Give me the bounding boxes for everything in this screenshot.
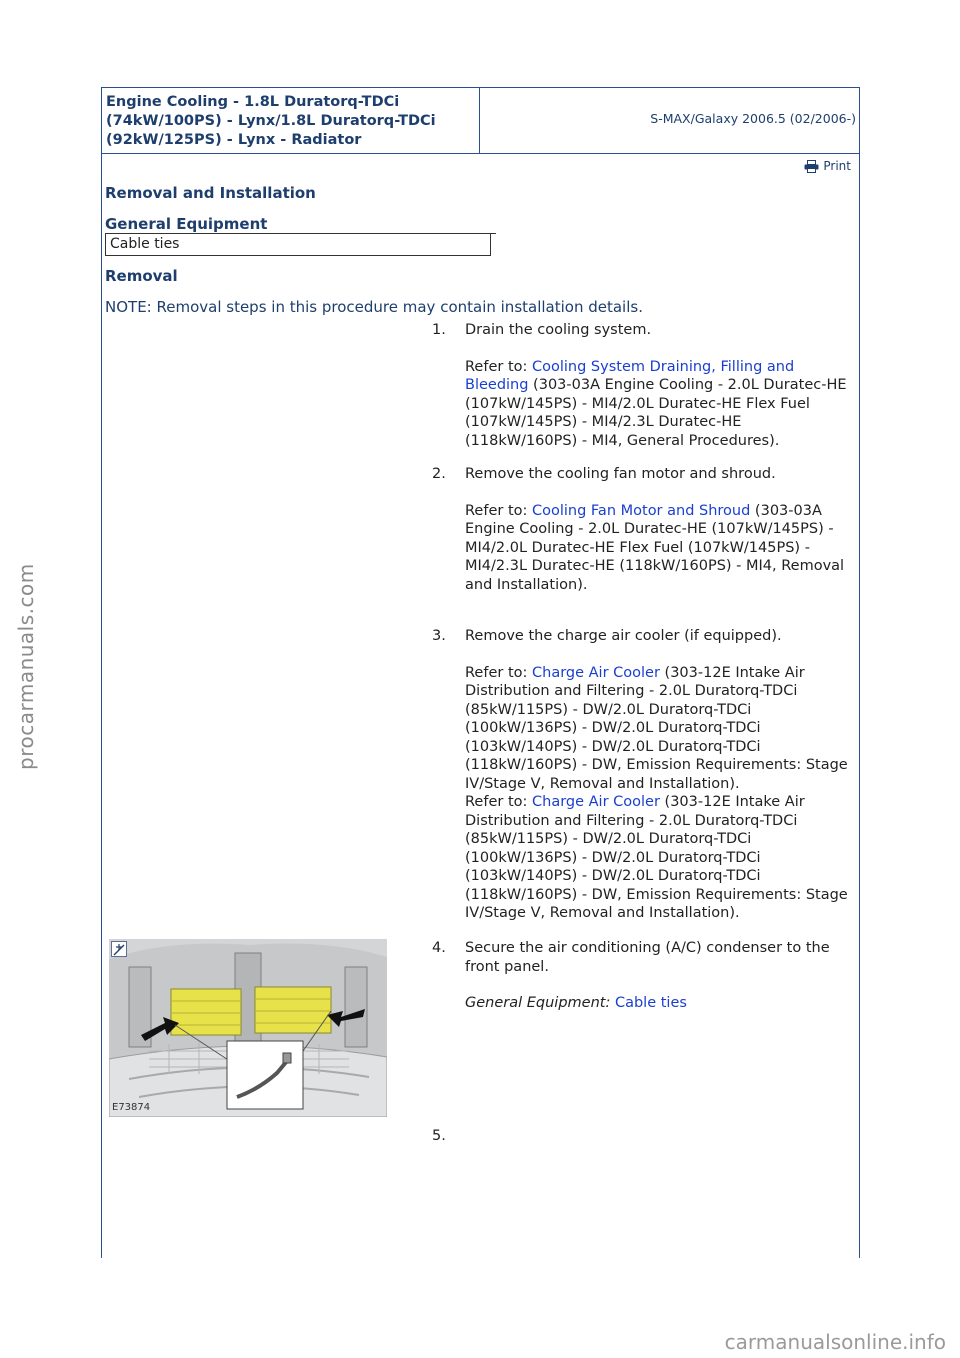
step-reference: Refer to: Cooling Fan Motor and Shroud (303-03A Engine Cooling - 2.0L Duratec-HE (107kW/145PS) - MI4/2.0L Duratec-HE Flex Fuel (107kW/145PS) - MI4/2.3L Duratec-HE (118kW/160PS) - MI4, Removal and Installation). <box>465 502 845 593</box>
page-title: Engine Cooling - 1.8L Duratorq-TDCi (74kW/100PS) - Lynx/1.8L Duratorq-TDCi (92kW/125PS) - Lynx - Radiator <box>106 94 436 148</box>
print-label: Print <box>823 159 851 173</box>
step-number: 3. <box>432 628 446 644</box>
step-text: Drain the cooling system. <box>465 322 652 338</box>
manual-page <box>101 87 860 1258</box>
watermark-carmanualsonline: carmanualsonline.info <box>724 1330 946 1354</box>
figure-code: E73874 <box>112 1102 151 1113</box>
procedure-note: NOTE: Removal steps in this procedure may contain installation details. <box>105 298 643 316</box>
print-button[interactable] <box>804 159 851 173</box>
step-number: 1. <box>432 322 446 338</box>
step-text: Remove the cooling fan motor and shroud. <box>465 466 776 482</box>
reference-link[interactable]: Cooling System Draining, Filling and Bleeding <box>465 358 795 393</box>
equipment-link[interactable]: Cable ties <box>614 995 687 1011</box>
reference-link[interactable]: Charge Air Cooler <box>532 664 660 681</box>
step-number: 4. <box>432 940 446 956</box>
condenser-drawing <box>109 939 387 1117</box>
header-divider <box>479 88 480 154</box>
watermark-procarmanuals: procarmanuals.com <box>14 563 38 770</box>
step-reference: Refer to: Charge Air Cooler (303-12E Intake Air Distribution and Filtering - 2.0L Duratorq-TDCi (85kW/115PS) - DW/2.0L Duratorq-TDCi (100kW/136PS) - DW/2.0L Duratorq-TDCi (103kW/140PS) - DW/2.0L Duratorq-TDCi (118kW/160PS) - DW, Emission Requirements: Stage IV/Stage V, Removal and Installation). <box>465 794 848 921</box>
vehicle-model: S-MAX/Galaxy 2006.5 (02/2006-) <box>650 111 856 126</box>
step-number: 5. <box>432 1128 446 1144</box>
step-text: Remove the charge air cooler (if equipped). <box>465 628 782 644</box>
zoom-icon[interactable] <box>111 941 127 957</box>
section-general-equipment: General Equipment <box>105 215 268 233</box>
section-removal-installation: Removal and Installation <box>105 184 316 202</box>
step-number: 2. <box>432 466 446 482</box>
reference-link[interactable]: Charge Air Cooler <box>532 794 660 810</box>
condenser-illustration <box>109 939 387 1117</box>
step-reference: Refer to: Cooling System Draining, Filling and Bleeding (303-03A Engine Cooling - 2.0L Duratec-HE (107kW/145PS) - MI4/2.0L Duratec-HE Flex Fuel (107kW/145PS) - MI4/2.3L Duratec-HE (118kW/160PS) - MI4, General Procedures). <box>465 358 847 449</box>
step-reference: Refer to: Charge Air Cooler (303-12E Intake Air Distribution and Filtering - 2.0L Duratorq-TDCi (85kW/115PS) - DW/2.0L Duratorq-TDCi (100kW/136PS) - DW/2.0L Duratorq-TDCi (103kW/140PS) - DW/2.0L Duratorq-TDCi (118kW/160PS) - DW, Emission Requirements: Stage IV/Stage V, Removal and Installation). <box>465 664 848 792</box>
equipment-table-row: Cable ties <box>105 234 491 256</box>
reference-link[interactable]: Cooling Fan Motor and Shroud <box>532 502 751 519</box>
step-text: Secure the air conditioning (A/C) condenser to the front panel. <box>465 940 830 975</box>
step-equipment: General Equipment: Cable ties <box>465 995 687 1011</box>
section-removal: Removal <box>105 267 178 285</box>
page-header <box>102 88 859 154</box>
printer-icon <box>804 160 819 173</box>
